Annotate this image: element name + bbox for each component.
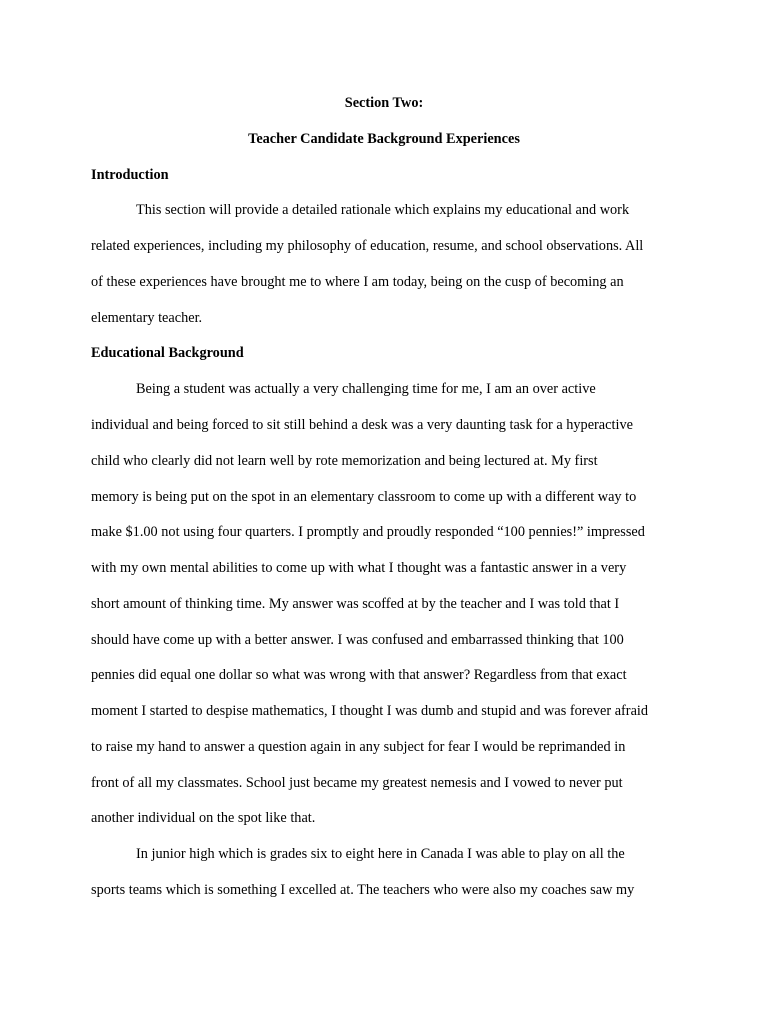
paragraph-line: should have come up with a better answer. I was confused and embarrassed thinking that 100 — [91, 632, 624, 648]
introduction-line: related experiences, including my philosophy of education, resume, and school observations. All — [91, 238, 644, 254]
paragraph-line: moment I started to despise mathematics, I thought I was dumb and stupid and was forever afraid — [91, 703, 649, 719]
paragraph-line: front of all my classmates. School just became my greatest nemesis and I vowed to never put — [91, 775, 623, 791]
paragraph-line: make $1.00 not using four quarters. I promptly and proudly responded “100 pennies!” impressed — [91, 524, 645, 540]
introduction-heading: Introduction — [91, 167, 169, 183]
introduction-line: This section will provide a detailed rationale which explains my educational and work — [136, 202, 630, 218]
educational-background-heading: Educational Background — [91, 345, 244, 361]
paragraph-line: pennies did equal one dollar so what was wrong with that answer? Regardless from that exact — [91, 667, 627, 683]
paragraph-line: short amount of thinking time. My answer was scoffed at by the teacher and I was told that I — [91, 596, 620, 612]
introduction-line: of these experiences have brought me to where I am today, being on the cusp of becoming an — [91, 274, 624, 290]
section-title: Section Two: — [344, 95, 424, 111]
section-subtitle: Teacher Candidate Background Experiences — [248, 131, 520, 147]
introduction-line: elementary teacher. — [91, 310, 203, 326]
paragraph-line: In junior high which is grades six to eight here in Canada I was able to play on all the — [136, 846, 625, 862]
paragraph-line: individual and being forced to sit still behind a desk was a very daunting task for a hyperactive — [91, 417, 633, 433]
paragraph-line: with my own mental abilities to come up with what I thought was a fantastic answer in a very — [91, 560, 627, 576]
paragraph-line: memory is being put on the spot in an elementary classroom to come up with a different way to — [91, 489, 637, 505]
paragraph-line: sports teams which is something I excelled at. The teachers who were also my coaches saw my — [91, 882, 635, 898]
paragraph-line: Being a student was actually a very challenging time for me, I am an over active — [136, 381, 596, 397]
paragraph-line: another individual on the spot like that. — [91, 810, 316, 826]
paragraph-line: child who clearly did not learn well by rote memorization and being lectured at. My first — [91, 453, 598, 469]
paragraph-line: to raise my hand to answer a question again in any subject for fear I would be reprimanded in — [91, 739, 626, 755]
